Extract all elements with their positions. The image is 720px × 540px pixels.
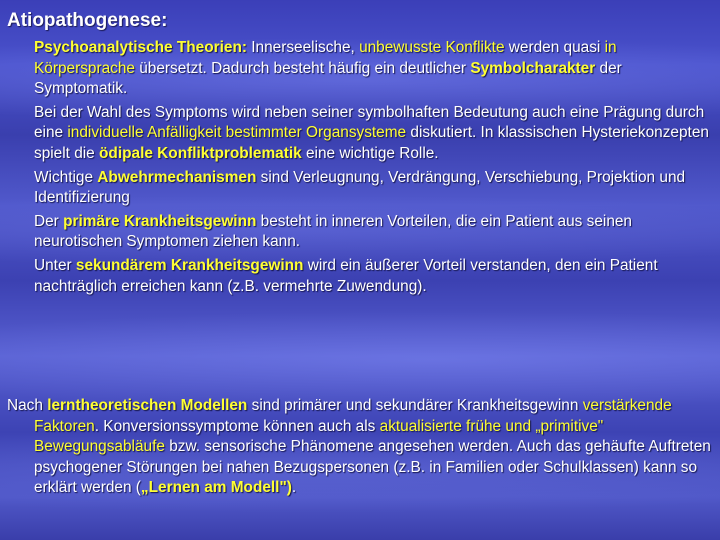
text: . <box>291 479 297 497</box>
text: Wichtige <box>34 168 98 186</box>
text: besteht in inneren Vorteilen, die ein Patient aus seinen neurotischen Symptomen ziehen kann. <box>34 212 632 251</box>
term-unconscious-conflicts: unbewusste Konflikte <box>359 39 505 56</box>
text: Innerseelische, <box>246 39 360 56</box>
text: werden quasi <box>504 39 605 56</box>
text: Nach <box>7 397 48 414</box>
text: Unter <box>34 256 76 274</box>
text: sind primärer und sekundärer Krankheitsgewinn <box>247 397 583 414</box>
term-secondary-gain: sekundärem Krankheitsgewinn <box>75 256 304 274</box>
term-oedipal-conflict: ödipale Konfliktproblematik <box>99 144 302 162</box>
text: der Symptomatik. <box>34 59 622 98</box>
text: diskutiert. In klassischen Hysteriekonzepten spielt die <box>34 124 709 162</box>
term-reinforcing-factors: verstärkende Faktoren <box>34 397 672 435</box>
paragraph-psychoanalytic-theories <box>34 38 718 100</box>
paragraph-primary-gain <box>34 212 718 253</box>
term-primary-gain: primäre Krankheitsgewinn <box>63 212 257 230</box>
text: Bei der Wahl des Symptoms wird neben seiner symbolhaften Bedeutung auch eine Prägung durch eine <box>34 103 705 142</box>
term-defense-mechanisms: Abwehrmechanismen <box>97 168 257 186</box>
text: Der <box>34 212 64 230</box>
text: . Konversionssymptome können auch als <box>94 417 380 435</box>
term-organ-susceptibility: individuelle Anfälligkeit bestimmter Organsysteme <box>67 124 407 142</box>
paragraph-learning-theory <box>7 396 717 499</box>
text: wird ein äußerer Vorteil verstanden, den ein Patient nachträglich erreichen kann (z.B. vermehrte Zuwendung). <box>34 256 658 295</box>
term-psychoanalytic-theories: Psychoanalytische Theorien: <box>34 39 247 56</box>
term-primitive-movements: aktualisierte frühe und „primitive" Bewegungsabläufe <box>34 417 604 456</box>
text: übersetzt. Dadurch besteht häufig ein deutlicher <box>134 59 471 77</box>
paragraph-symptom-choice <box>34 103 718 165</box>
text: sind Verleugnung, Verdrängung, Verschiebung, Projektion und Identifizierung <box>34 168 686 207</box>
term-symbol-character: Symbolcharakter <box>470 59 596 77</box>
term-model-learning: „Lernen am Modell") <box>140 479 292 497</box>
slide-title: Atiopathogenese: <box>7 10 168 31</box>
learning-theory-section <box>7 396 717 502</box>
paragraph-secondary-gain <box>34 256 718 297</box>
term-learning-models: lerntheoretischen Modellen <box>47 397 248 414</box>
term-body-language: in Körpersprache <box>34 39 617 77</box>
text: bzw. sensorische Phänomene angesehen werden. Auch das gehäufte Auftreten psychogener Störungen bei nahen Bezugspersonen (z.B. in Familien oder Schulklassen) kann so erklärt werden ( <box>34 438 711 497</box>
text: eine wichtige Rolle. <box>301 144 439 162</box>
paragraph-defense-mechanisms <box>34 168 718 209</box>
psychoanalytic-section <box>34 38 718 300</box>
